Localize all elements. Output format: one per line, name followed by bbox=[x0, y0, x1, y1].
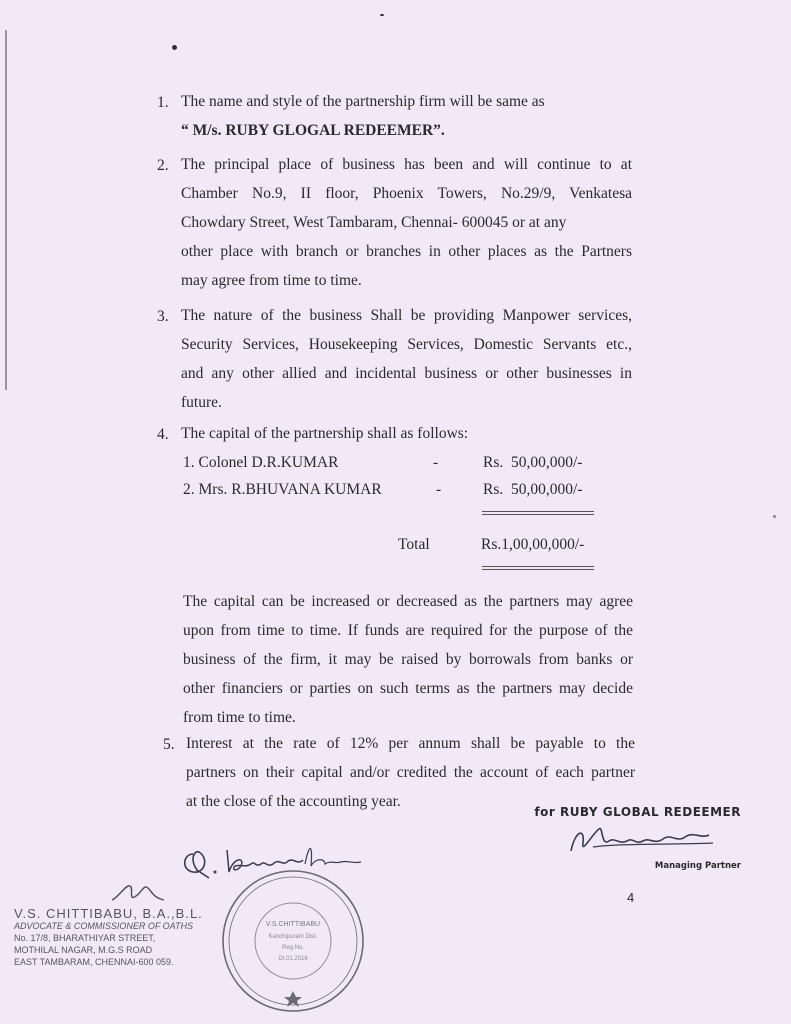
for-firm-line: for RUBY GLOBAL REDEEMER bbox=[534, 805, 741, 819]
text-line: The capital of the partnership shall as follows: bbox=[181, 425, 469, 442]
text-line: The nature of the business Shall be providing Manpower services, bbox=[181, 307, 632, 324]
text-line: and any other allied and incidental business or other businesses in bbox=[181, 365, 632, 382]
seal-inner-line: Dt.01.2016 bbox=[278, 956, 308, 962]
scan-speck bbox=[773, 515, 776, 518]
item-number: 3. bbox=[157, 308, 169, 325]
total-label: Total bbox=[398, 536, 430, 553]
item-number: 4. bbox=[157, 426, 169, 443]
capital-note bbox=[183, 587, 633, 732]
item-4-text bbox=[181, 419, 632, 448]
double-rule bbox=[482, 511, 594, 515]
text-line: other place with branch or branches in other places as the Partners bbox=[181, 243, 632, 260]
partner-signature bbox=[563, 821, 733, 861]
stamp-line: EAST TAMBARAM, CHENNAI-600 059. bbox=[14, 957, 174, 967]
text-line: at the close of the accounting year. bbox=[186, 793, 401, 810]
stamp-line: No. 17/8, BHARATHIYAR STREET, bbox=[14, 933, 156, 943]
item-number: 1. bbox=[157, 94, 169, 111]
capital-row-dash: - bbox=[436, 481, 442, 498]
page-number: 4 bbox=[627, 890, 635, 905]
stamp-signature bbox=[108, 880, 168, 906]
capital-row-amount: Rs. 50,00,000/- bbox=[483, 481, 583, 498]
text-line: future. bbox=[181, 394, 222, 411]
advocate-seal bbox=[218, 866, 368, 1016]
text-line: other financiers or parties on such terms as the partners may decide bbox=[183, 680, 633, 697]
scan-speck bbox=[172, 45, 177, 50]
scan-edge-line bbox=[5, 30, 7, 390]
stamp-line: ADVOCATE & COMMISSIONER OF OATHS bbox=[14, 921, 194, 931]
capital-row-amount: Rs. 50,00,000/- bbox=[483, 454, 583, 471]
advocate-name: V.S. CHITTIBABU, B.A.,B.L. bbox=[14, 906, 203, 921]
text-line: partners on their capital and/or credited the account of each partner bbox=[186, 764, 635, 781]
text-line: Chamber No.9, II floor, Phoenix Towers, No.29/9, Venkatesa bbox=[181, 185, 632, 202]
text-line: The principal place of business has been and will continue to at bbox=[181, 156, 632, 173]
seal-inner-line: V.S.CHITTIBABU bbox=[265, 921, 321, 928]
item-3-text bbox=[181, 301, 632, 417]
text-line: Interest at the rate of 12% per annum shall be payable to the bbox=[186, 735, 635, 752]
text-line: from time to time. bbox=[183, 709, 296, 726]
text-line: upon from time to time. If funds are required for the purpose of the bbox=[183, 622, 633, 639]
text-line: The name and style of the partnership firm will be same as bbox=[181, 93, 545, 110]
item-number: 5. bbox=[163, 736, 175, 753]
firm-signature-block bbox=[481, 805, 741, 871]
text-line: business of the firm, it may be raised by borrowals from banks or bbox=[183, 651, 633, 668]
advocate-stamp bbox=[14, 908, 203, 968]
capital-row-dash: - bbox=[433, 454, 439, 471]
item-5-text bbox=[186, 729, 635, 816]
capital-row-name: 1. Colonel D.R.KUMAR bbox=[183, 454, 339, 471]
capital-row-name: 2. Mrs. R.BHUVANA KUMAR bbox=[183, 481, 382, 498]
item-1-text bbox=[181, 87, 641, 145]
double-rule bbox=[482, 566, 594, 570]
text-line: Security Services, Housekeeping Services, Domestic Servants etc., bbox=[181, 336, 632, 353]
item-2-text bbox=[181, 150, 632, 295]
scan-speck bbox=[380, 14, 384, 16]
stamp-line: MOTHILAL NAGAR, M.G.S ROAD bbox=[14, 945, 153, 955]
seal-inner-line: Kanchipuram Dist. bbox=[268, 934, 318, 940]
text-line: The capital can be increased or decreased as the partners may agree bbox=[183, 593, 633, 610]
seal-inner-line: Reg.No. bbox=[281, 945, 305, 951]
designation-label: Managing Partner bbox=[654, 861, 741, 871]
text-line: may agree from time to time. bbox=[181, 272, 362, 289]
text-line: Chowdary Street, West Tambaram, Chennai- 600045 or at any bbox=[181, 214, 567, 231]
item-number: 2. bbox=[157, 157, 169, 174]
firm-name-line: “ M/s. RUBY GLOGAL REDEEMER”. bbox=[181, 122, 445, 139]
total-amount: Rs.1,00,00,000/- bbox=[481, 536, 585, 553]
